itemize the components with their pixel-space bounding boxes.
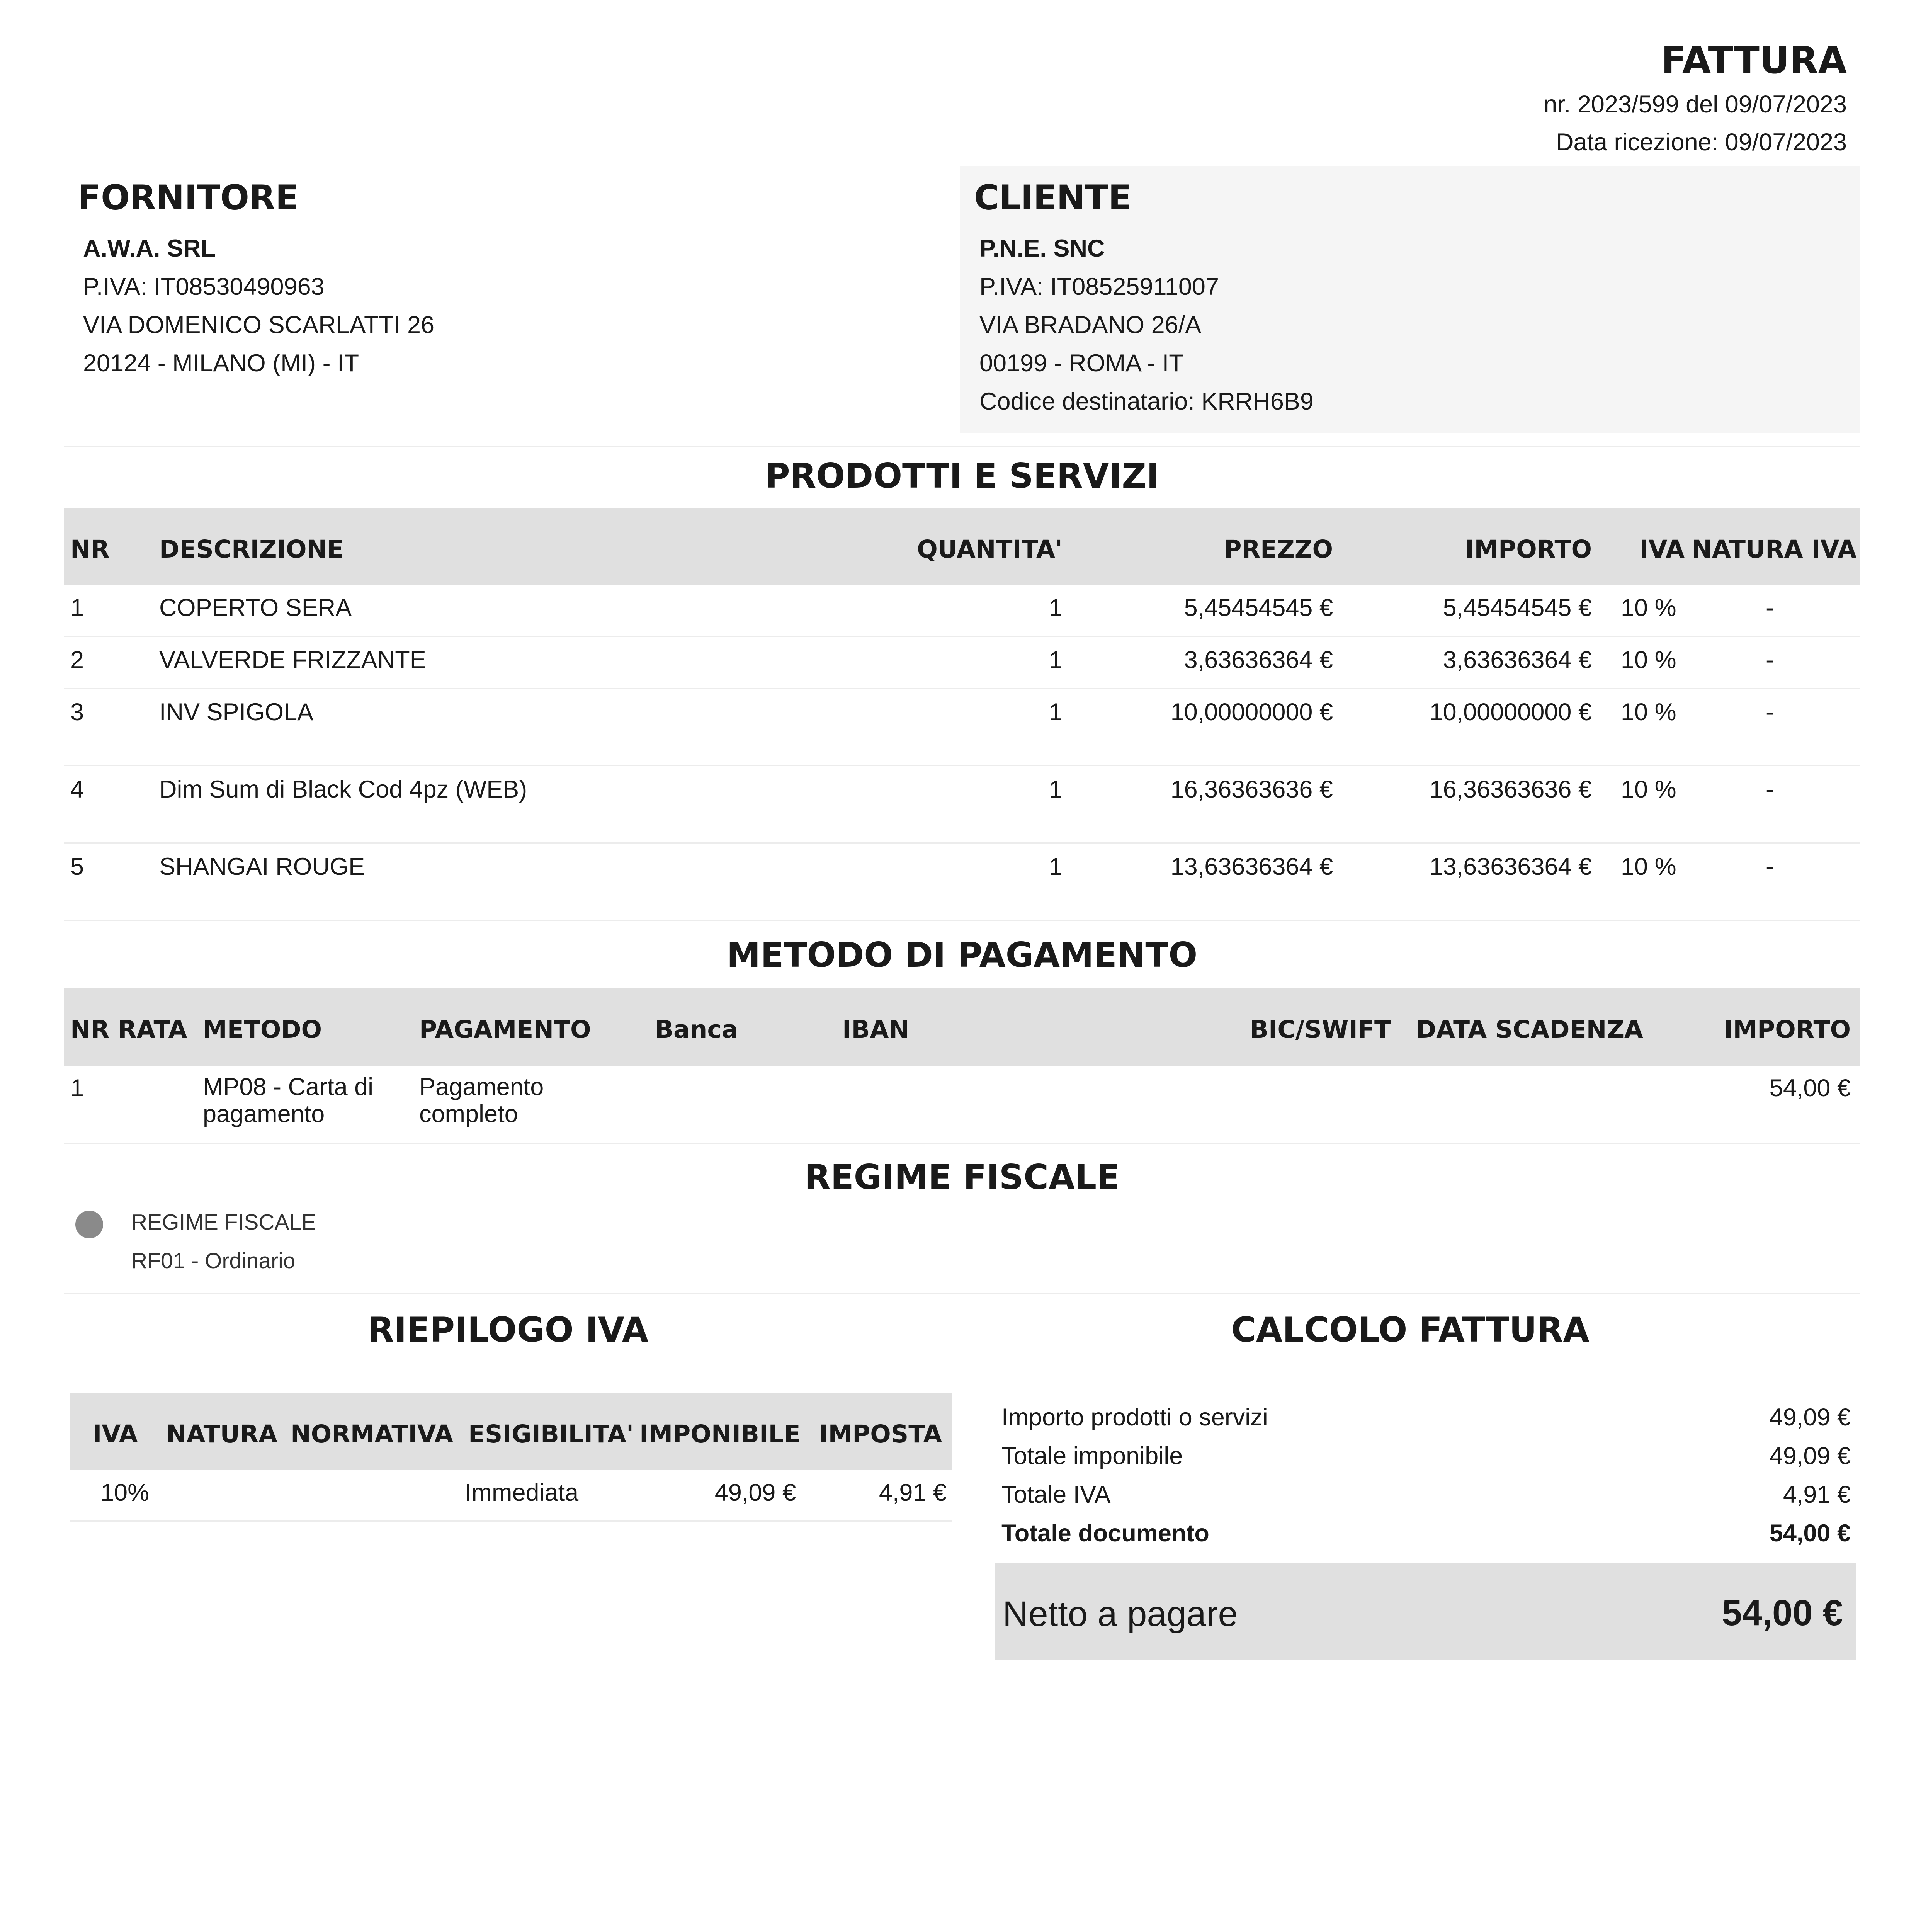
invoice-number: nr. 2023/599 del 09/07/2023 <box>1544 91 1847 118</box>
table-row-nature: - <box>1766 853 1774 880</box>
calc-line-value: 4,91 € <box>1783 1481 1851 1508</box>
payment-method: MP08 - Carta di pagamento <box>203 1073 374 1128</box>
col-due-date: DATA SCADENZA <box>1416 1015 1643 1044</box>
calc-total-value: 54,00 € <box>1769 1520 1851 1547</box>
col-vat-taxable: IMPONIBILE <box>639 1420 801 1448</box>
table-row-amount: 10,00000000 € <box>1429 699 1592 726</box>
col-nature: NATURA IVA <box>1692 535 1856 563</box>
table-row-amount: 3,63636364 € <box>1443 646 1592 673</box>
table-row-nature: - <box>1766 594 1774 621</box>
table-row-description: VALVERDE FRIZZANTE <box>159 646 426 673</box>
vat-summary-heading: RIEPILOGO IVA <box>367 1310 649 1350</box>
calc-heading: CALCOLO FATTURA <box>1231 1310 1590 1350</box>
row-divider <box>70 1520 952 1522</box>
payment-amount: 54,00 € <box>1769 1075 1851 1102</box>
supplier-address: VIA DOMENICO SCARLATTI 26 <box>83 311 435 338</box>
table-row-price: 3,63636364 € <box>1184 646 1333 673</box>
table-row-amount: 16,36363636 € <box>1429 776 1592 803</box>
col-vat-rate: IVA <box>93 1420 138 1448</box>
row-divider <box>64 920 1860 921</box>
col-payment: PAGAMENTO <box>419 1015 591 1044</box>
invoice-received-date: Data ricezione: 09/07/2023 <box>1556 129 1847 156</box>
divider <box>64 446 1860 447</box>
regime-value: RF01 - Ordinario <box>131 1248 296 1273</box>
col-payment-amount: IMPORTO <box>1724 1015 1851 1044</box>
col-description: DESCRIZIONE <box>159 535 344 563</box>
table-row-nature: - <box>1766 776 1774 803</box>
table-row-price: 5,45454545 € <box>1184 594 1333 621</box>
col-vat-nature: NATURA <box>166 1420 277 1448</box>
supplier-name: A.W.A. SRL <box>83 235 216 262</box>
col-amount: IMPORTO <box>1465 535 1592 563</box>
table-row-nature: - <box>1766 646 1774 673</box>
table-row-quantity: 1 <box>1049 853 1063 880</box>
col-vat-rule: NORMATIVA <box>291 1420 454 1448</box>
row-divider <box>64 636 1860 637</box>
table-row-amount: 13,63636364 € <box>1429 853 1592 880</box>
table-row-nr: 4 <box>70 776 84 803</box>
table-row-quantity: 1 <box>1049 776 1063 803</box>
client-name: P.N.E. SNC <box>979 235 1105 262</box>
bullet-icon <box>75 1211 103 1238</box>
client-city: 00199 - ROMA - IT <box>979 350 1184 377</box>
col-vat-chargeability: ESIGIBILITA' <box>468 1420 634 1448</box>
divider <box>64 1293 1860 1294</box>
col-bank: Banca <box>655 1015 738 1044</box>
col-vat-tax: IMPOSTA <box>819 1420 942 1448</box>
regime-label: REGIME FISCALE <box>131 1210 316 1235</box>
table-row-description: COPERTO SERA <box>159 594 352 621</box>
table-row-iva: 10 % <box>1621 853 1676 880</box>
table-row-price: 16,36363636 € <box>1170 776 1333 803</box>
calc-line-label: Totale imponibile <box>1001 1442 1183 1469</box>
row-divider <box>64 765 1860 766</box>
row-divider <box>64 688 1860 689</box>
col-method: METODO <box>203 1015 322 1044</box>
col-nr: NR <box>70 535 110 563</box>
calc-total-label: Totale documento <box>1001 1520 1209 1547</box>
payment-heading: METODO DI PAGAMENTO <box>726 935 1198 975</box>
net-payable-label: Netto a pagare <box>1003 1594 1238 1634</box>
col-quantity: QUANTITA' <box>917 535 1063 563</box>
products-heading: PRODOTTI E SERVIZI <box>765 456 1159 496</box>
table-row-description: SHANGAI ROUGE <box>159 853 365 880</box>
table-row-nr: 5 <box>70 853 84 880</box>
table-row-nature: - <box>1766 699 1774 726</box>
calc-line-label: Importo prodotti o servizi <box>1001 1404 1268 1431</box>
table-row-price: 10,00000000 € <box>1170 699 1333 726</box>
table-row-nr: 3 <box>70 699 84 726</box>
col-iva: IVA <box>1639 535 1685 563</box>
payment-status: Pagamento completo <box>419 1073 544 1128</box>
table-row-description: INV SPIGOLA <box>159 699 314 726</box>
net-payable-value: 54,00 € <box>1722 1592 1843 1633</box>
table-row-iva: 10 % <box>1621 646 1676 673</box>
client-vat: P.IVA: IT08525911007 <box>979 273 1219 300</box>
vat-row-tax: 4,91 € <box>879 1479 947 1506</box>
col-iban: IBAN <box>842 1015 909 1044</box>
table-row-quantity: 1 <box>1049 594 1063 621</box>
table-row-iva: 10 % <box>1621 699 1676 726</box>
client-recipient-code: Codice destinatario: KRRH6B9 <box>979 388 1314 415</box>
table-row-description: Dim Sum di Black Cod 4pz (WEB) <box>159 776 527 803</box>
calc-line-label: Totale IVA <box>1001 1481 1111 1508</box>
table-row-iva: 10 % <box>1621 776 1676 803</box>
vat-row-rate: 10% <box>100 1479 150 1506</box>
table-row-nr: 2 <box>70 646 84 673</box>
supplier-vat: P.IVA: IT08530490963 <box>83 273 325 300</box>
calc-line-value: 49,09 € <box>1769 1404 1851 1431</box>
regime-heading: REGIME FISCALE <box>804 1157 1120 1197</box>
vat-row-chargeability: Immediata <box>465 1479 579 1506</box>
supplier-city: 20124 - MILANO (MI) - IT <box>83 350 359 377</box>
table-row-quantity: 1 <box>1049 646 1063 673</box>
calc-line-value: 49,09 € <box>1769 1442 1851 1469</box>
payment-rata: 1 <box>70 1075 84 1102</box>
col-price: PREZZO <box>1224 535 1333 563</box>
invoice-title: FATTURA <box>1661 39 1847 82</box>
row-divider <box>64 1143 1860 1144</box>
row-divider <box>64 842 1860 844</box>
net-payable-box <box>995 1563 1856 1660</box>
table-row-quantity: 1 <box>1049 699 1063 726</box>
table-row-iva: 10 % <box>1621 594 1676 621</box>
client-address: VIA BRADANO 26/A <box>979 311 1202 338</box>
table-row-amount: 5,45454545 € <box>1443 594 1592 621</box>
client-heading: CLIENTE <box>974 178 1132 218</box>
supplier-block <box>64 166 952 433</box>
table-row-nr: 1 <box>70 594 84 621</box>
col-bic: BIC/SWIFT <box>1250 1015 1391 1044</box>
col-rata: NR RATA <box>70 1015 187 1044</box>
table-row-price: 13,63636364 € <box>1170 853 1333 880</box>
client-block <box>960 166 1860 433</box>
vat-row-taxable: 49,09 € <box>714 1479 796 1506</box>
supplier-heading: FORNITORE <box>78 178 299 218</box>
